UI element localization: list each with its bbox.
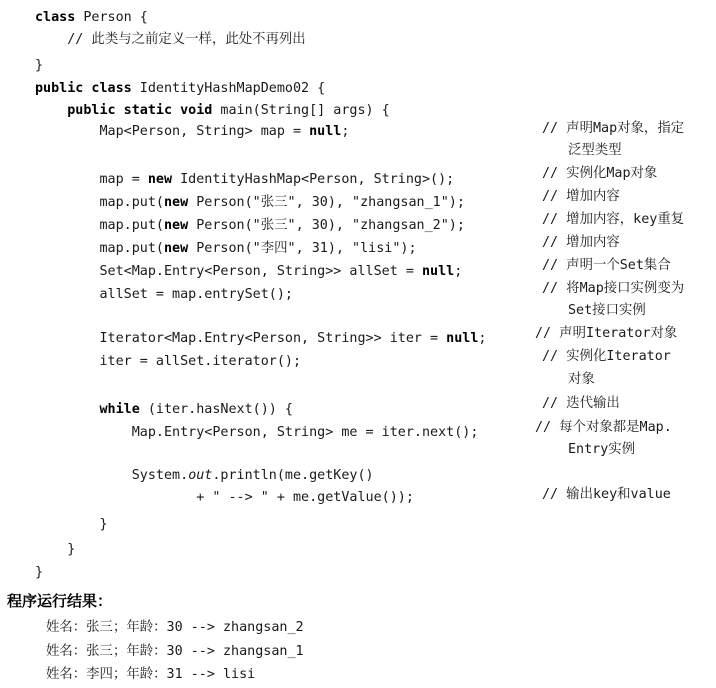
code-line-close-main: } bbox=[35, 542, 76, 557]
keyword: new bbox=[164, 241, 189, 256]
code-line-class-person: class Person { bbox=[35, 10, 148, 25]
keyword: new bbox=[164, 218, 189, 233]
code-line-put-3: map.put(new Person("李四", 31), "lisi"); bbox=[35, 241, 417, 256]
comment: // 输出key和value bbox=[542, 487, 671, 502]
comment: 泛型类型 bbox=[568, 143, 622, 158]
keyword: public static void bbox=[67, 103, 213, 118]
keyword: null bbox=[446, 331, 479, 346]
comment: // 声明Map对象，指定 bbox=[542, 121, 685, 136]
code-line-entry-next: Map.Entry<Person, String> me = iter.next(); bbox=[35, 425, 479, 440]
code-line-map-new: map = new IdentityHashMap<Person, String>(); bbox=[35, 172, 455, 187]
code-line-close-while: } bbox=[35, 517, 108, 532]
code-line-close-class: } bbox=[35, 565, 44, 580]
result-line: 姓名：张三；年龄：30 --> zhangsan_2 bbox=[46, 620, 304, 635]
code-line-put-2: map.put(new Person("张三", 30), "zhangsan_2"); bbox=[35, 218, 465, 233]
result-line: 姓名：张三；年龄：30 --> zhangsan_1 bbox=[46, 644, 304, 659]
keyword: while bbox=[99, 402, 140, 417]
result-line: 姓名：李四；年龄：31 --> lisi bbox=[46, 667, 256, 682]
code-line-comment: // 此类与之前定义一样，此处不再列出 bbox=[35, 32, 306, 47]
comment: // 将Map接口实例变为 bbox=[542, 281, 685, 296]
keyword: null bbox=[309, 124, 342, 139]
comment: // 实例化Map对象 bbox=[542, 166, 658, 181]
result-heading: 程序运行结果： bbox=[7, 592, 113, 610]
comment: 对象 bbox=[568, 372, 595, 387]
comment: Set接口实例 bbox=[568, 303, 646, 318]
keyword: new bbox=[164, 195, 189, 210]
comment: // 增加内容 bbox=[542, 189, 620, 204]
keyword: new bbox=[147, 172, 173, 187]
code-line-entryset: allSet = map.entrySet(); bbox=[35, 287, 293, 302]
code-line-class-decl: public class IdentityHashMapDemo02 { bbox=[35, 81, 326, 96]
comment: // 增加内容 bbox=[542, 235, 620, 250]
code-line-main-decl: public static void main(String[] args) { bbox=[67, 103, 390, 118]
comment: // 实例化Iterator bbox=[542, 349, 671, 364]
comment: // 增加内容，key重复 bbox=[542, 212, 685, 227]
code-line-while: while (iter.hasNext()) { bbox=[99, 402, 293, 417]
comment: // 声明一个Set集合 bbox=[542, 258, 671, 273]
keyword: null bbox=[421, 264, 455, 279]
comment: // 声明Iterator对象 bbox=[535, 326, 678, 341]
comment: // 每个对象都是Map. bbox=[535, 420, 672, 435]
keyword: public class bbox=[35, 81, 132, 96]
code-line-brace: } bbox=[35, 58, 44, 73]
code-line-iterator: iter = allSet.iterator(); bbox=[35, 354, 302, 369]
comment: // 迭代输出 bbox=[542, 396, 620, 411]
comment: Entry实例 bbox=[568, 442, 636, 457]
code-line-println: System.out.println(me.getKey() bbox=[35, 468, 374, 483]
code-line-map-decl: Map<Person, String> map = null; bbox=[35, 124, 350, 139]
code-line-println-cont: + " --> " + me.getValue()); bbox=[35, 490, 414, 505]
code-line-iter-decl: Iterator<Map.Entry<Person, String>> iter = null; bbox=[35, 331, 487, 346]
code-line-put-1: map.put(new Person("张三", 30), "zhangsan_1"); bbox=[35, 195, 465, 210]
code-line-set-decl: Set<Map.Entry<Person, String>> allSet = null; bbox=[35, 264, 463, 279]
keyword: class bbox=[35, 10, 76, 25]
